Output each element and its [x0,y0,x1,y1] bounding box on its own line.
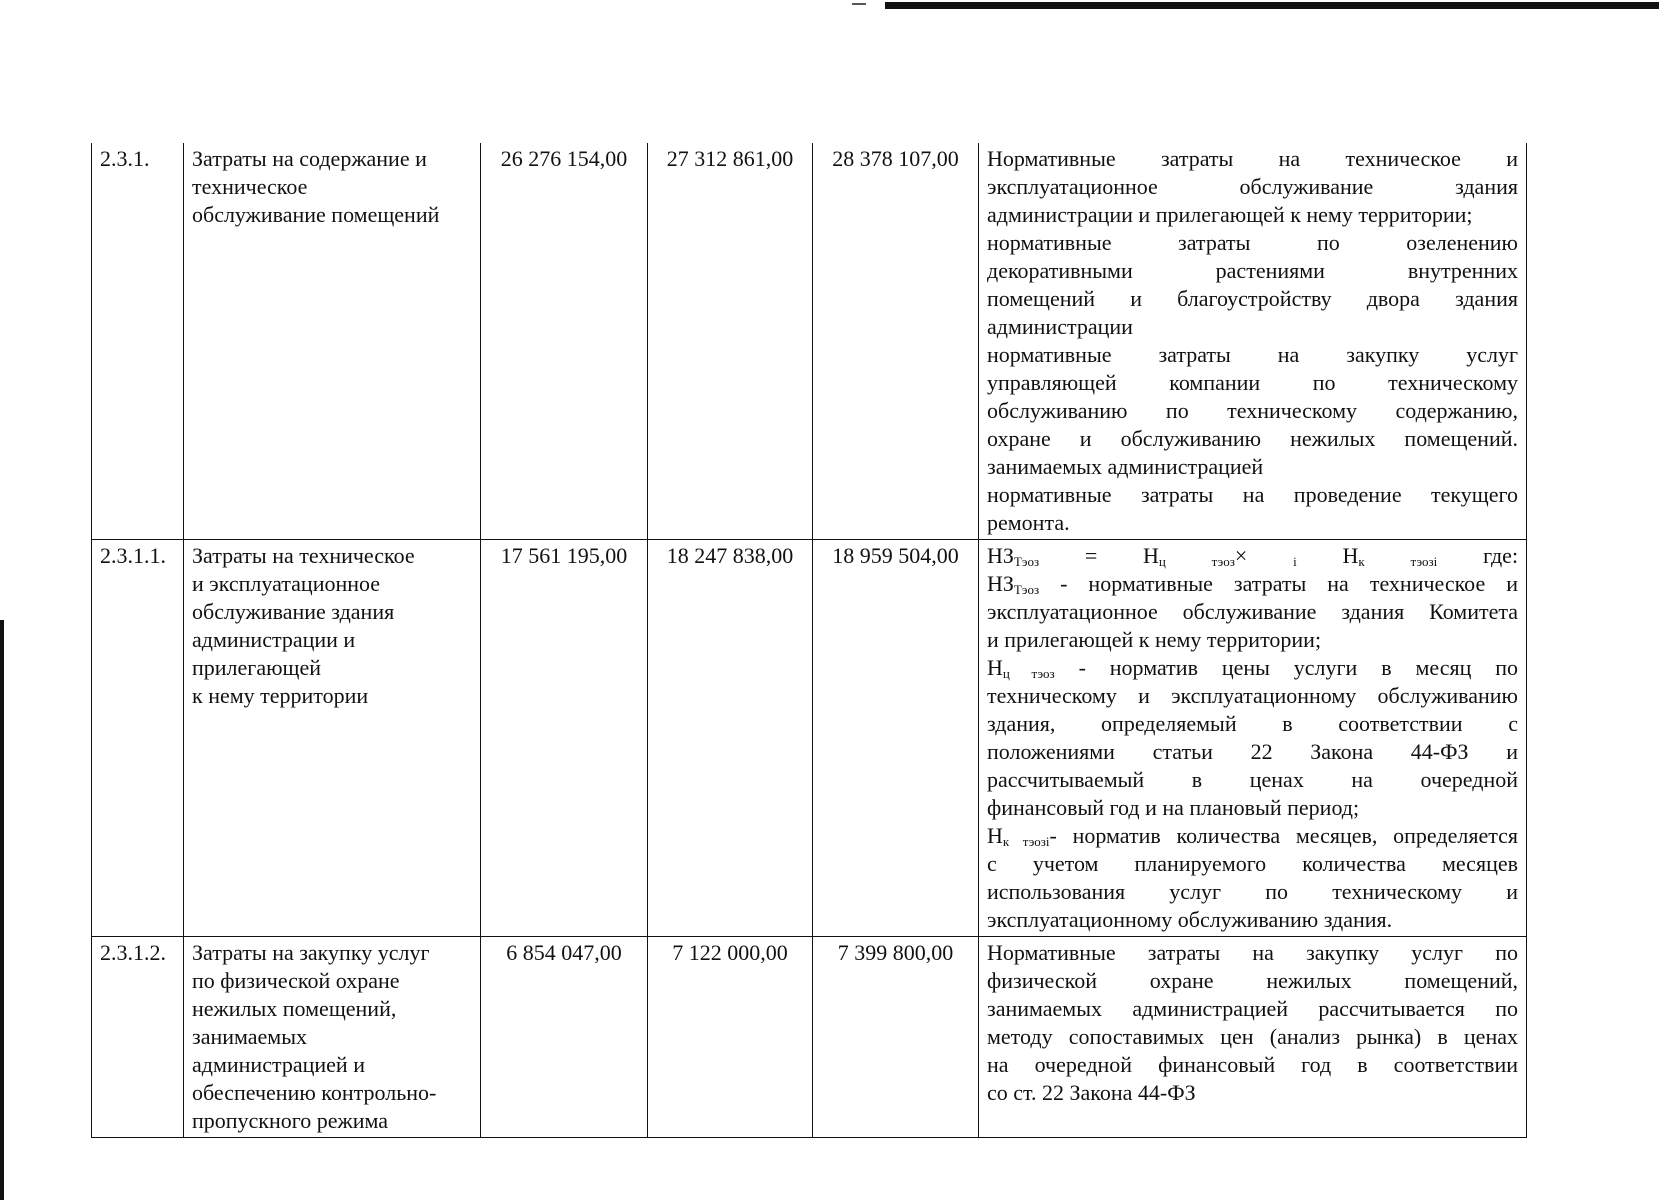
table-row [92,143,1527,540]
amount-year-1: 6 854 047,00 [481,937,648,1138]
left-margin-rule [0,620,4,1200]
expenses-table [91,143,1527,1138]
item-description: Нормативные затраты на закупку услуг по физической охране нежилых помещений, занимаемых администрацией рассчитывается по методу сопоставимых цен (анализ рынка) в ценах на очередной финансовый год в соответствии со ст. 22 Закона 44-ФЗ [979,937,1527,1138]
amount-year-1: 26 276 154,00 [481,143,648,540]
amount-year-2: 7 122 000,00 [648,937,813,1138]
item-description: Нормативные затраты на техническое и эксплуатационное обслуживание здания администрации и прилегающей к нему территории; нормативные затраты по озеленению декоративными растениями внутренних помещений и благоустройству двора здания администрации нормативные затраты на закупку услуг управляющей компании по техническому обслуживанию по техническому содержанию, охране и обслуживанию нежилых помещений. занимаемых администрацией нормативные затраты на проведение текущего ремонта. [979,143,1527,540]
amount-year-3: 28 378 107,00 [813,143,979,540]
amount-year-3: 7 399 800,00 [813,937,979,1138]
item-name: Затраты на закупку услуг по физической охране нежилых помещений, занимаемых администрацией и обеспечению контрольно- пропускного режима [184,937,481,1138]
amount-year-2: 18 247 838,00 [648,540,813,937]
item-name: Затраты на содержание и техническое обслуживание помещений [184,143,481,540]
top-rule [885,2,1659,9]
top-rule-short [852,3,866,5]
amount-year-2: 27 312 861,00 [648,143,813,540]
amount-year-1: 17 561 195,00 [481,540,648,937]
item-code: 2.3.1.2. [92,937,184,1138]
item-code: 2.3.1.1. [92,540,184,937]
item-description: $НЗ_{Тэоз} = Н_ц$ $_{тэоз}$× $_i$ $Н_к$ $_{тэозi}$ где: $НЗ_{Тэоз}$ - нормативные затраты на техническое и эксплуатационное обслуживание здания Комитета и прилегающей к нему территории; $Н_{ц тэоз}$ - норматив цены услуги в месяц по техническому и эксплуатационному обслуживанию здания, определяемый в соответствии с положениями статьи 22 Закона 44-ФЗ и рассчитываемый в ценах на очередной финансовый год и на плановый период; $Н_{к тэозi}-$ норматив количества месяцев, определяется с учетом планируемого количества месяцев использования услуг по техническому и эксплуатационному обслуживанию здания. [979,540,1527,937]
item-code: 2.3.1. [92,143,184,540]
amount-year-3: 18 959 504,00 [813,540,979,937]
table-row [92,937,1527,1138]
item-name: Затраты на техническое и эксплуатационное обслуживание здания администрации и прилегающей к нему территории [184,540,481,937]
table-row [92,540,1527,937]
formula: $НЗ_{Тэоз} = Н_ц$ $_{тэоз}$× $_i$ $Н_к$ $_{тэозi}$ где: [987,543,1519,569]
